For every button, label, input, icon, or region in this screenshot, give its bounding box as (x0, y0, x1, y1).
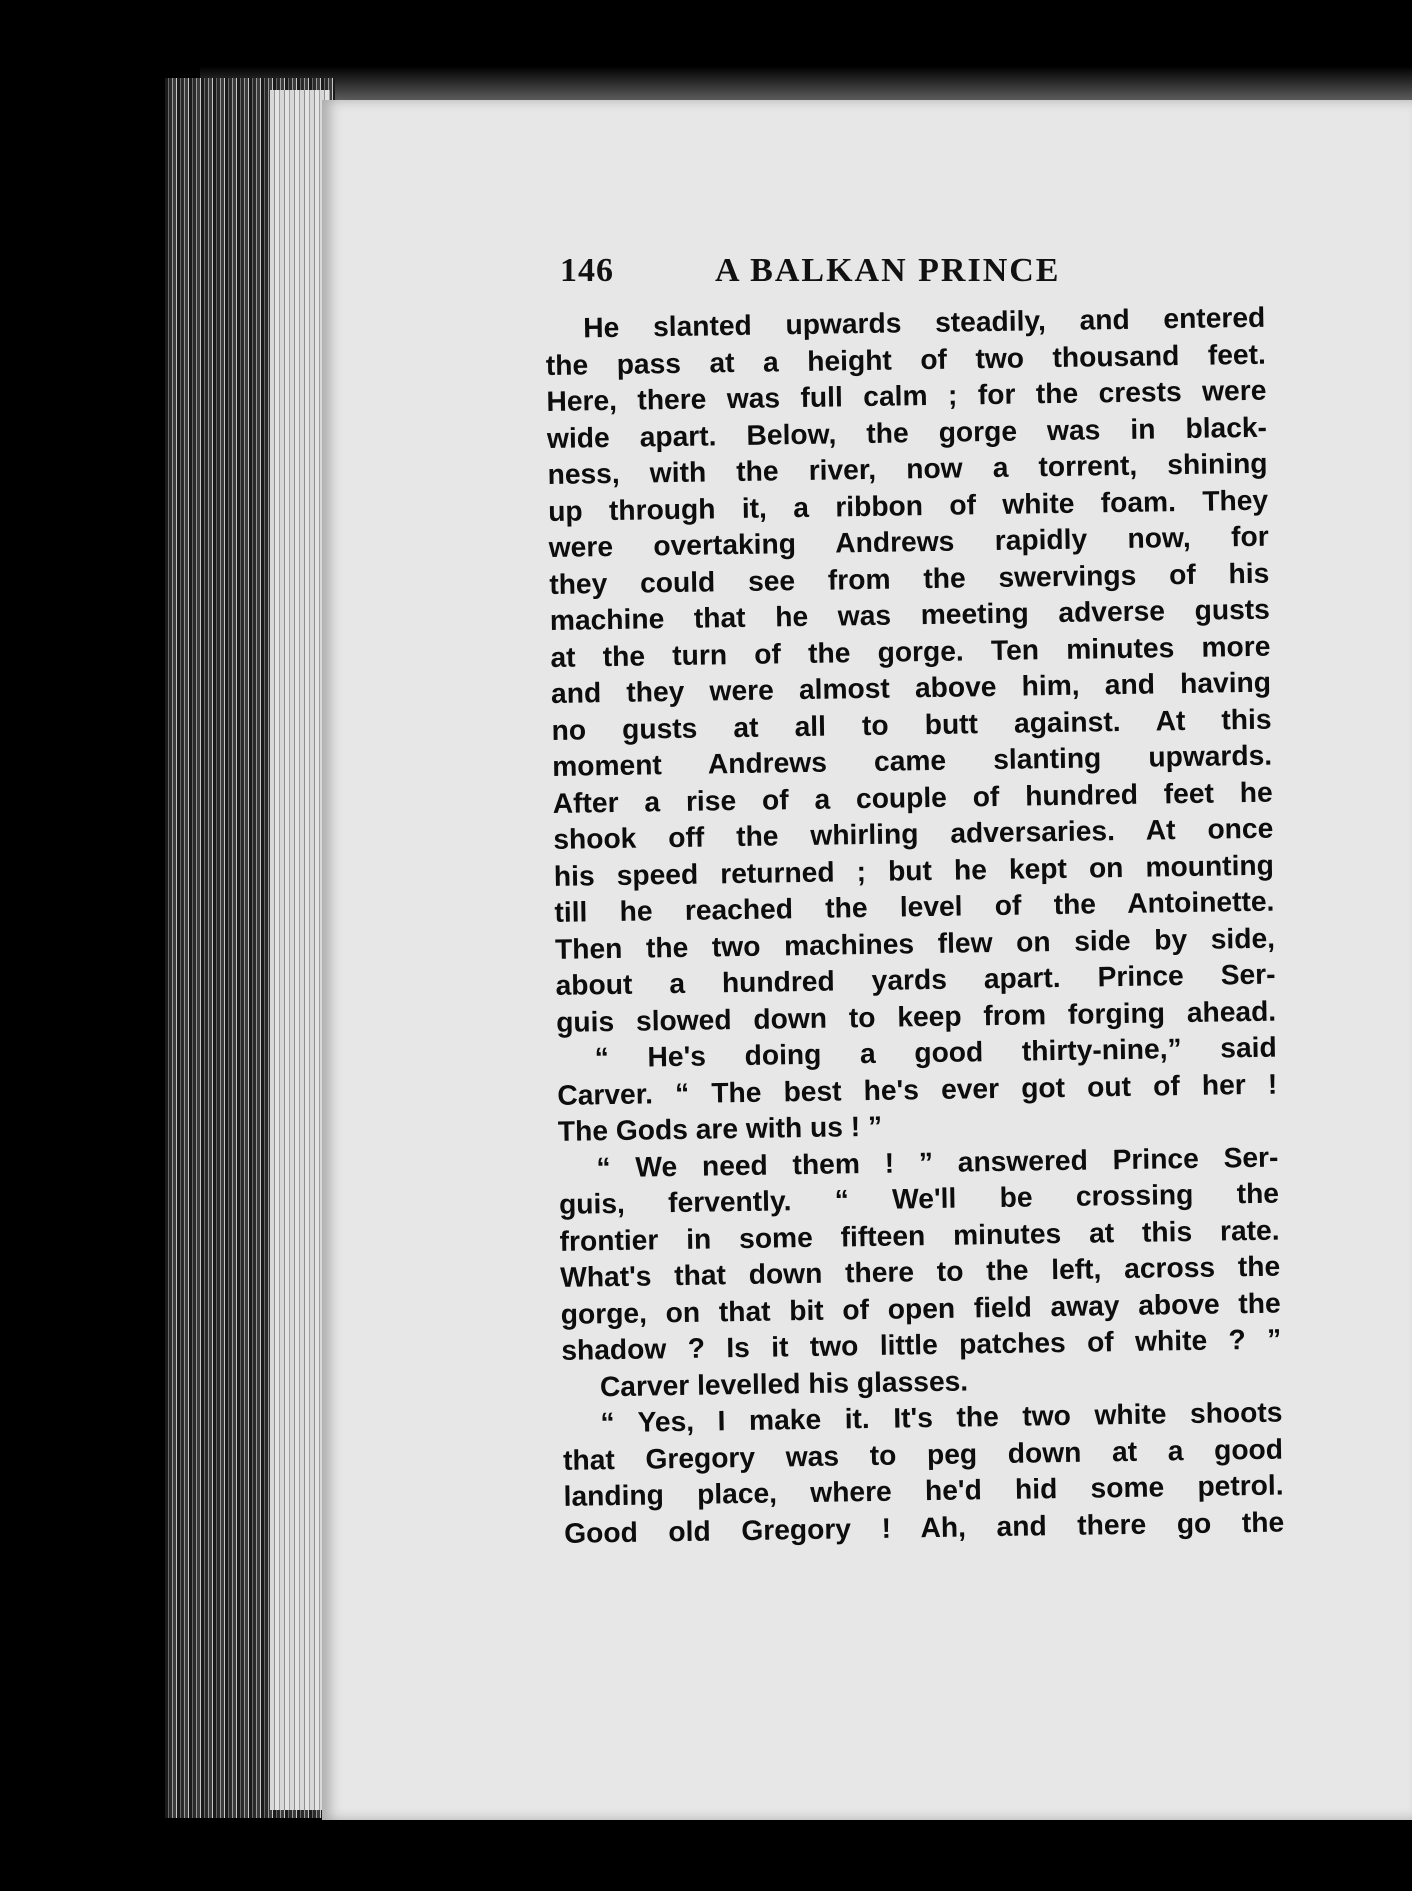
page-number: 146 (560, 252, 614, 289)
text-line: at the turn of the gorge. Ten minutes more (550, 629, 1271, 673)
text-line: guis, fervently. “ We'll be crossing the (558, 1176, 1280, 1220)
book-page-edges-inner (270, 90, 330, 1810)
text-line: What's that down there to the left, across the (559, 1249, 1281, 1293)
text-line: about a hundred yards apart. Prince Ser- (555, 957, 1276, 1001)
text-line: shadow ? Is it two little patches of white ? ” (561, 1322, 1282, 1366)
text-line: After a rise of a couple of hundred feet he (552, 775, 1273, 819)
text-line: gorge, on that bit of open field away above the (560, 1286, 1281, 1330)
text-line: they could see from the swervings of his (549, 556, 1270, 600)
text-line: He slanted upwards steadily, and entered (583, 300, 1266, 344)
text-line: guis slowed down to keep from forging ahead. (555, 994, 1277, 1038)
text-line: Here, there was full calm ; for the crests were (546, 373, 1267, 417)
text-line: and they were almost above him, and having (550, 665, 1272, 709)
text-line: frontier in some fifteen minutes at this rate. (559, 1213, 1280, 1257)
text-line: The Gods are with us ! ” (557, 1109, 883, 1147)
text-line: Good old Gregory ! Ah, and there go the (563, 1505, 1285, 1549)
text-line: “ We need them ! ” answered Prince Ser- (596, 1140, 1279, 1183)
text-line: wide apart. Below, the gorge was in black- (546, 410, 1268, 454)
text-line: his speed returned ; but he kept on mounting (553, 848, 1275, 892)
text-line: Then the two machines flew on side by side, (554, 921, 1276, 965)
text-line: Carver. “ The best he's ever got out of her ! (557, 1067, 1278, 1111)
text-line: landing place, where he'd hid some petrol. (563, 1468, 1284, 1512)
text-line: no gusts at all to butt against. At this (551, 702, 1272, 746)
text-line: “ He's doing a good thirty-nine,” said (594, 1030, 1277, 1074)
text-line: till he reached the level of the Antoinette. (554, 884, 1275, 928)
body-text (545, 299, 1284, 1551)
text-line: shook off the whirling adversaries. At once (553, 811, 1274, 855)
text-line: the pass at a height of two thousand feet. (545, 337, 1267, 381)
text-line: machine that he was meeting adverse gusts (549, 592, 1271, 636)
page-header (560, 252, 1280, 298)
text-line: ness, with the river, now a torrent, shining (547, 446, 1268, 490)
text-line: that Gregory was to peg down at a good (562, 1432, 1284, 1476)
text-line: were overtaking Andrews rapidly now, for (548, 519, 1269, 563)
text-line: “ Yes, I make it. It's the two white shoots (600, 1395, 1283, 1439)
running-title: A BALKAN PRINCE (715, 252, 1061, 289)
text-line: up through it, a ribbon of white foam. They (547, 483, 1269, 527)
text-line: Carver levelled his glasses. (599, 1363, 969, 1402)
text-line: moment Andrews came slanting upwards. (551, 738, 1273, 782)
